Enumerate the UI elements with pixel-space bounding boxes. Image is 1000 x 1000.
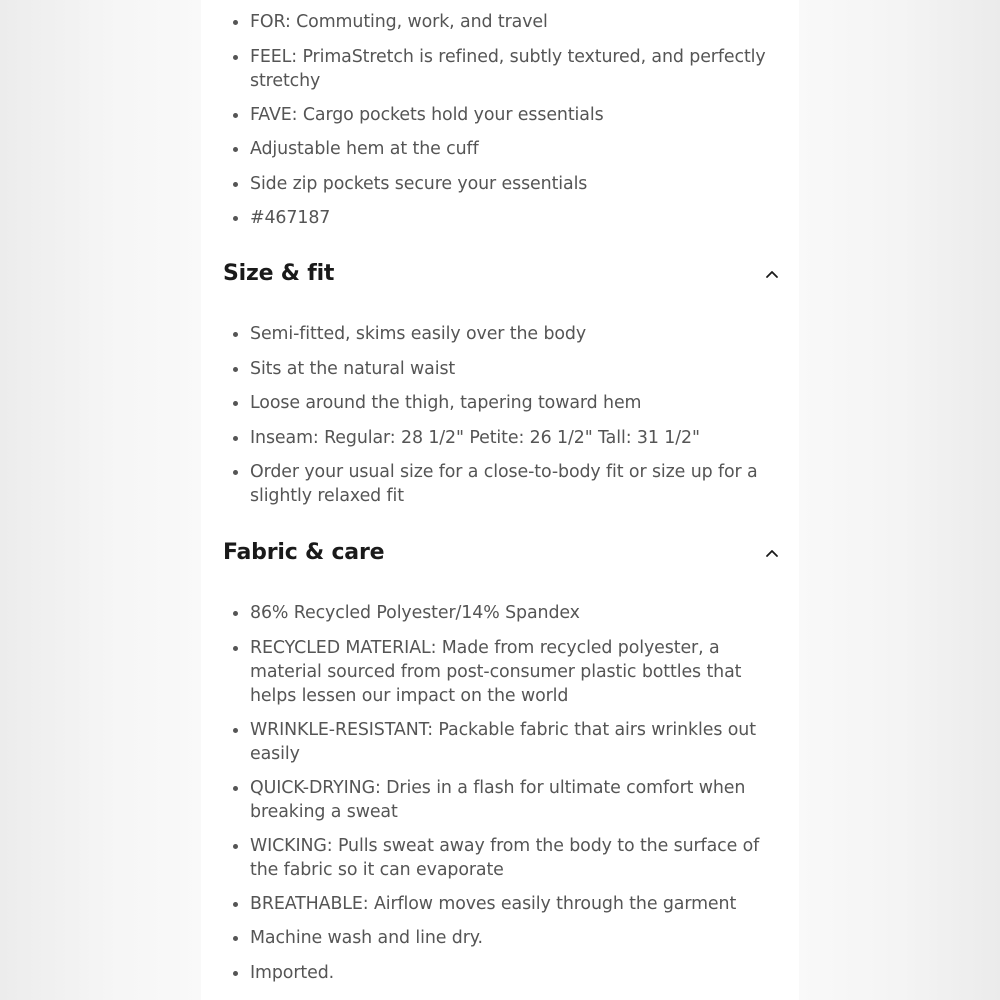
- bullet-icon: [233, 971, 238, 976]
- list-item-text: Inseam: Regular: 28 1/2" Petite: 26 1/2" Tall: 31 1/2": [250, 428, 700, 448]
- list-item-text: 86% Recycled Polyester/14% Spandex: [250, 603, 580, 623]
- chevron-up-icon[interactable]: [761, 542, 783, 564]
- list-item: [250, 460, 790, 508]
- list-item-text: #467187: [250, 208, 331, 228]
- list-item-text: Order your usual size for a close-to-body fit or size up for a slightly relaxed fit: [250, 462, 758, 506]
- bullet-icon: [233, 55, 238, 60]
- list-item: [250, 103, 790, 127]
- list-item-text: WICKING: Pulls sweat away from the body to the surface of the fabric so it can evaporate: [250, 836, 760, 880]
- bullet-icon: [233, 728, 238, 733]
- bullet-icon: [233, 902, 238, 907]
- size-fit-heading[interactable]: Size & fit: [223, 261, 335, 286]
- bullet-icon: [233, 113, 238, 118]
- bullet-icon: [233, 844, 238, 849]
- bullet-icon: [233, 401, 238, 406]
- bullet-icon: [233, 786, 238, 791]
- list-item: [250, 834, 790, 882]
- list-item-text: Imported.: [250, 963, 335, 983]
- list-item-text: FAVE: Cargo pockets hold your essentials: [250, 105, 604, 125]
- list-item-text: Sits at the natural waist: [250, 359, 456, 379]
- list-item-text: Loose around the thigh, tapering toward hem: [250, 393, 642, 413]
- bullet-icon: [233, 611, 238, 616]
- list-item: [250, 718, 790, 766]
- bullet-icon: [233, 367, 238, 372]
- bullet-icon: [233, 470, 238, 475]
- bullet-icon: [233, 936, 238, 941]
- list-item: [250, 45, 790, 93]
- list-item-text: WRINKLE-RESISTANT: Packable fabric that airs wrinkles out easily: [250, 720, 756, 764]
- list-item: [250, 322, 790, 346]
- list-item: [250, 206, 790, 230]
- list-item: [250, 926, 790, 950]
- list-item: [250, 776, 790, 824]
- list-item: [250, 961, 790, 985]
- list-item: [250, 172, 790, 196]
- list-item: [250, 357, 790, 381]
- bullet-icon: [233, 20, 238, 25]
- list-item: [250, 137, 790, 161]
- bullet-icon: [233, 646, 238, 651]
- list-item: [250, 10, 790, 34]
- list-item: [250, 892, 790, 916]
- list-item: [250, 426, 790, 450]
- list-item-text: FOR: Commuting, work, and travel: [250, 12, 548, 32]
- bullet-icon: [233, 332, 238, 337]
- bullet-icon: [233, 182, 238, 187]
- chevron-up-icon[interactable]: [761, 263, 783, 285]
- list-item-text: Side zip pockets secure your essentials: [250, 174, 588, 194]
- list-item-text: BREATHABLE: Airflow moves easily through the garment: [250, 894, 737, 914]
- product-details-panel: [201, 0, 799, 1000]
- fabric-care-heading[interactable]: Fabric & care: [223, 540, 385, 565]
- list-item-text: QUICK-DRYING: Dries in a flash for ultimate comfort when breaking a sweat: [250, 778, 746, 822]
- list-item-text: FEEL: PrimaStretch is refined, subtly textured, and perfectly stretchy: [250, 47, 766, 91]
- list-item-text: Machine wash and line dry.: [250, 928, 483, 948]
- list-item-text: Semi-fitted, skims easily over the body: [250, 324, 587, 344]
- list-item: [250, 636, 790, 708]
- bullet-icon: [233, 147, 238, 152]
- list-item-text: Adjustable hem at the cuff: [250, 139, 479, 159]
- bullet-icon: [233, 436, 238, 441]
- list-item: [250, 601, 790, 625]
- bullet-icon: [233, 216, 238, 221]
- list-item: [250, 391, 790, 415]
- list-item-text: RECYCLED MATERIAL: Made from recycled polyester, a material sourced from post-consumer plastic bottles that helps lessen our impact on the world: [250, 638, 742, 706]
